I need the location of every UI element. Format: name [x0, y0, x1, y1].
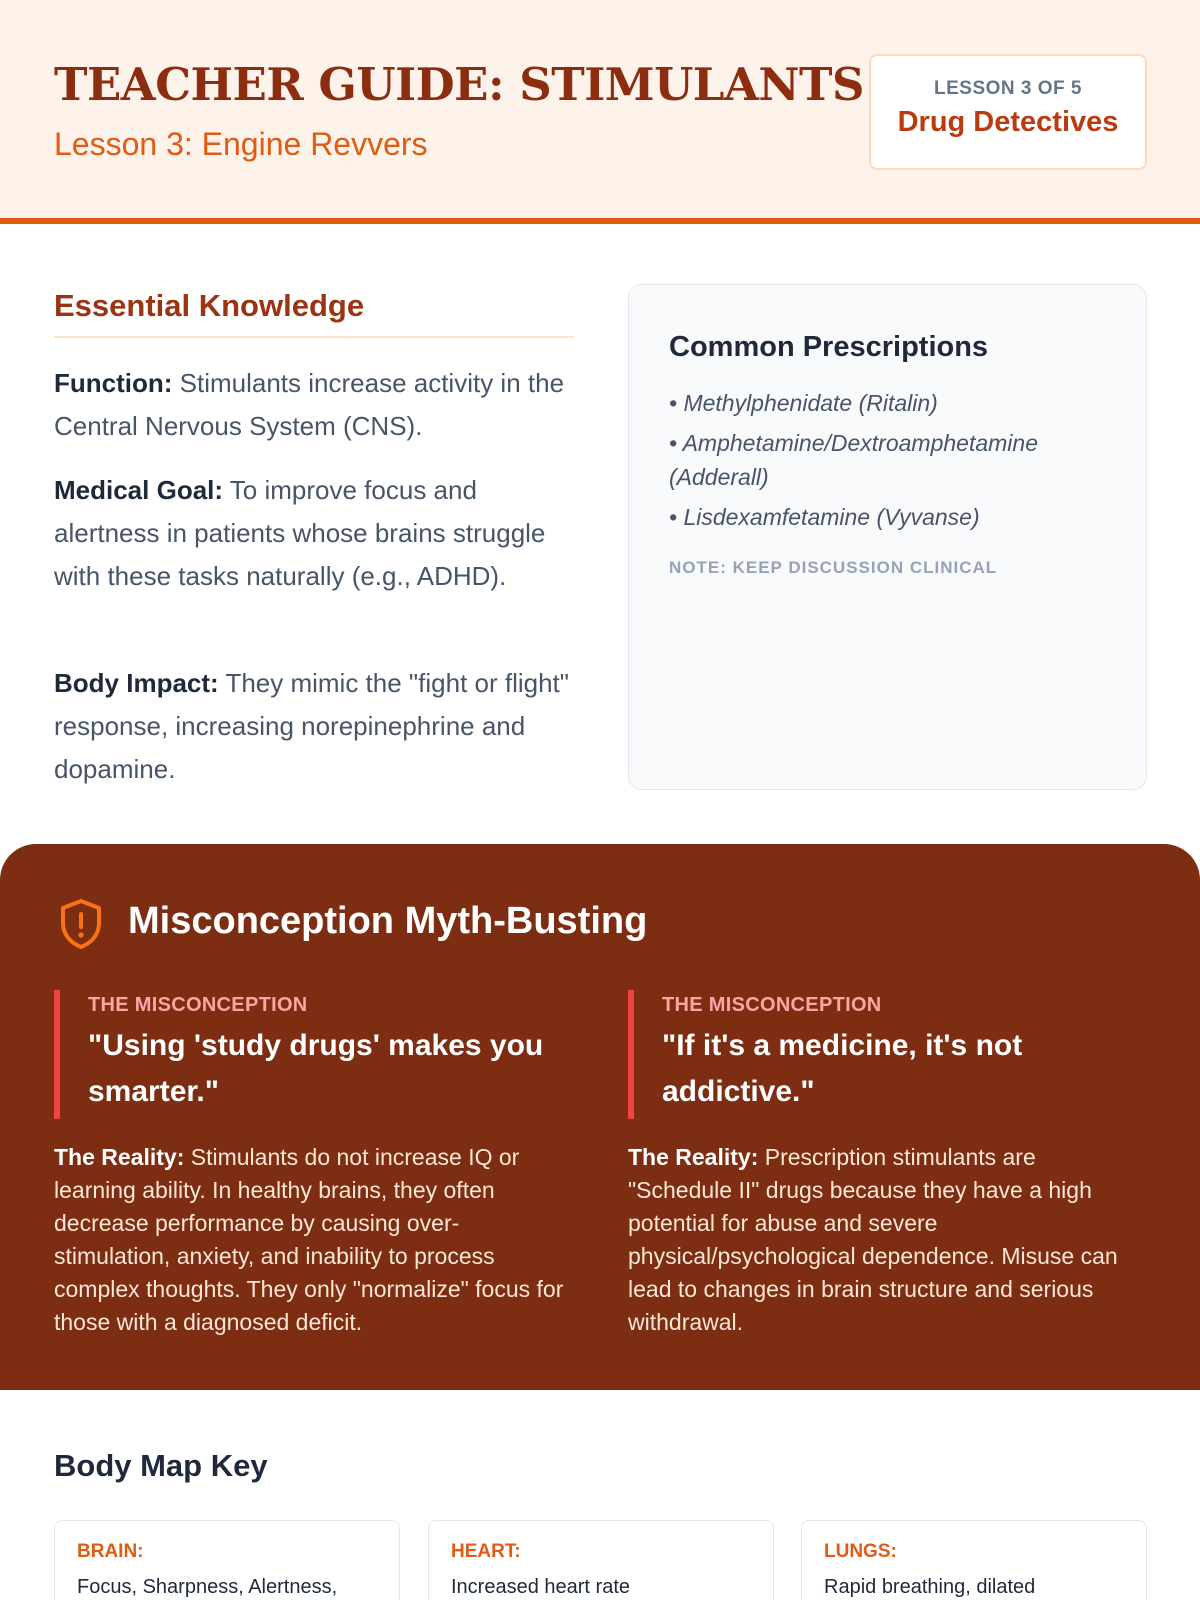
reality-label: The Reality: [628, 1144, 759, 1170]
reality-label: The Reality: [54, 1144, 185, 1170]
knowledge-item-medical-goal [54, 469, 574, 598]
prescription-item: • Methylphenidate (Ritalin) [669, 390, 938, 416]
common-prescriptions-card [628, 284, 1147, 790]
knowledge-item-label: Medical Goal: [54, 475, 224, 505]
knowledge-item-body-impact [54, 662, 574, 791]
body-map-text: Increased heart rate [451, 1576, 630, 1598]
myth-busting-title: Misconception Myth-Busting [128, 900, 648, 942]
reality-text: Prescription stimulants are "Schedule II" drugs because they have a high potential for abuse and severe physical/psychological dependence. Misuse can lead to changes in brain structure and serious withdrawal. [628, 1144, 1118, 1335]
body-map-label: HEART: [451, 1541, 521, 1562]
misconception-label: THE MISCONCEPTION [88, 994, 308, 1016]
body-map-card-heart [428, 1520, 774, 1600]
reality-text-block [628, 1141, 1140, 1339]
misconception-block [628, 990, 1140, 1119]
unit-name: Drug Detectives [897, 106, 1119, 138]
knowledge-item-function [54, 362, 574, 448]
page-header [0, 0, 1200, 224]
body-map-card-brain [54, 1520, 400, 1600]
body-map-card-lungs [801, 1520, 1147, 1600]
misconception-quote: "If it's a medicine, it's not addictive." [662, 1029, 1023, 1108]
prescription-item: • Amphetamine/Dextroamphetamine (Adderall) [669, 430, 1038, 490]
prescription-item: • Lisdexamfetamine (Vyvanse) [669, 504, 980, 530]
knowledge-item-text: To improve focus and alertness in patients whose brains struggle with these tasks naturally (e.g., ADHD). [54, 475, 546, 591]
lesson-badge [869, 54, 1147, 170]
misconception-block [54, 990, 566, 1119]
knowledge-item-label: Body Impact: [54, 668, 219, 698]
essential-knowledge-heading: Essential Knowledge [54, 288, 574, 338]
body-map-text: Focus, Sharpness, Alertness, [77, 1576, 338, 1598]
misconception-quote: "Using 'study drugs' makes you smarter." [88, 1029, 544, 1108]
reality-text-block [54, 1141, 566, 1339]
knowledge-item-label: Function: [54, 368, 173, 398]
misconception-label: THE MISCONCEPTION [662, 994, 882, 1016]
myth-card [54, 990, 566, 1339]
body-map-text: Rapid breathing, dilated [824, 1576, 1036, 1598]
body-map-label: BRAIN: [77, 1541, 144, 1562]
lesson-count: LESSON 3 OF 5 [934, 78, 1082, 99]
page-subtitle: Lesson 3: Engine Revvers [54, 126, 428, 162]
prescriptions-list [669, 386, 1106, 534]
prescriptions-title: Common Prescriptions [669, 331, 989, 363]
myth-card [628, 990, 1140, 1339]
body-map-label: LUNGS: [824, 1541, 897, 1562]
myth-busting-section [0, 844, 1200, 1390]
prescriptions-note: NOTE: KEEP DISCUSSION CLINICAL [669, 558, 998, 577]
reality-text: Stimulants do not increase IQ or learning ability. In healthy brains, they often decrease performance by causing over-stimulation, anxiety, and inability to process complex thoughts. They only "normalize" focus for those with a diagnosed deficit. [54, 1144, 564, 1335]
knowledge-item-text: Stimulants increase activity in the Central Nervous System (CNS). [54, 368, 565, 441]
shield-alert-icon [58, 898, 104, 950]
body-map-title: Body Map Key [54, 1448, 268, 1483]
knowledge-item-text: They mimic the "fight or flight" response, increasing norepinephrine and dopamine. [54, 668, 570, 784]
page-title: TEACHER GUIDE: STIMULANTS [54, 58, 864, 111]
